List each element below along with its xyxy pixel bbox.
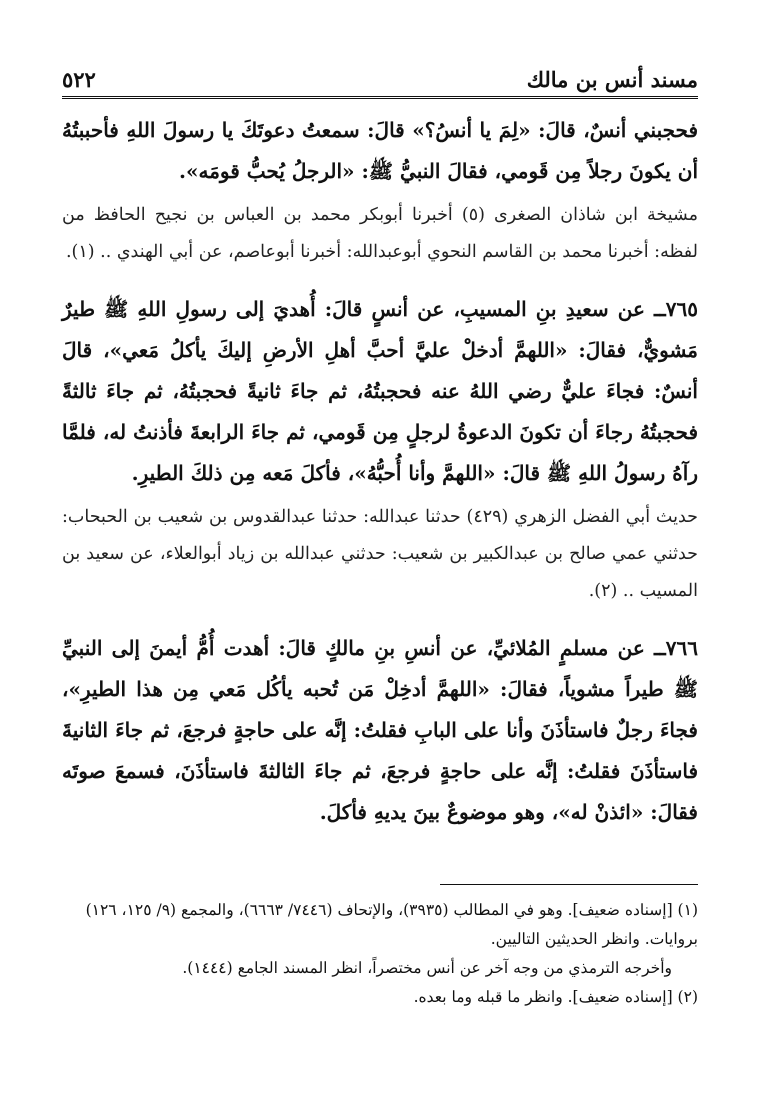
hadith-paragraph: فحجبني أنسٌ، قالَ: «لِمَ يا أنسُ؟» قالَ: سمعتُ دعوتَكَ يا رسولَ اللهِ فأحببتُهُ أن يكونَ رجلاً مِن قَومي، فقالَ النبيُّ ﷺ: «الرجلُ يُحبُّ قومَه». <box>62 118 698 183</box>
footnotes <box>62 896 698 1012</box>
isnad-paragraph: حديث أبي الفضل الزهري (٤٢٩) حدثنا عبدالله: حدثنا عبدالقدوس بن شعيب بن الحبحاب: حدثني عمي صالح بن عبدالكبير بن شعيب: حدثني عبدالله بن زياد أبوالعلاء، عن سعيد بن المسيب .. (٢). <box>62 507 698 601</box>
footnote-2: (٢) [إسناده ضعيف]. وانظر ما قبله وما بعده. <box>413 988 698 1006</box>
paragraph-gap <box>62 271 698 289</box>
footnote-1-continuation: وأخرجه الترمذي من وجه آخر عن أنس مختصراً، انظر المسند الجامع (١٤٤٤). <box>182 959 672 977</box>
hadith-766-paragraph: ٧٦٦ــ عن مسلمٍ المُلائيِّ، عن أنسِ بنِ مالكٍ قالَ: أهدت أُمُّ أيمنَ إلى النبيِّ ﷺ طيراً مشوياً، فقالَ: «اللهمَّ أدخِلْ مَن تُحبه يأكُل مَعي مِن هذا الطيرِ»، فجاءَ رجلٌ فاستأذَنَ وأنا على البابِ فقلتُ: إنَّه على حاجةٍ فرجعَ، ثم جاءَ الثانيةَ فاستأذَنَ فقلتُ: إنَّه على حاجةٍ فرجعَ، ثم جاءَ الثالثةَ فاستأذَنَ، فسمعَ صوتَه فقالَ: «ائذنْ له»، وهو موضوعٌ بينَ يديهِ فأكلَ. <box>62 636 698 824</box>
book-title: مسند أنس بن مالك <box>526 67 698 92</box>
page-number: ٥٢٢ <box>62 67 96 92</box>
isnad-paragraph: مشيخة ابن شاذان الصغرى (٥) أخبرنا أبوبكر محمد بن العباس بن نجيح الحافظ من لفظه: أخبرنا محمد بن القاسم النحوي أبوعبدالله: أخبرنا أبوعاصم، عن أبي الهندي .. (١). <box>62 205 698 262</box>
hadith-765-paragraph: ٧٦٥ــ عن سعيدِ بنِ المسيبِ، عن أنسٍ قالَ: أُهديَ إلى رسولِ اللهِ ﷺ طيرٌ مَشويٌّ، فقالَ: «اللهمَّ أدخلْ عليَّ أحبَّ أهلِ الأرضِ إليكَ يأكلُ مَعي»، قالَ أنسٌ: فجاءَ عليٌّ رضي اللهُ عنه فحجبتُهُ، ثم جاءَ ثانيةً فحجبتُهُ، ثم جاءَ ثالثةً فحجبتُهُ رجاءَ أن تكونَ الدعوةُ لرجلٍ مِن قَومي، ثم جاءَ الرابعةَ فأذنتُ له، فلمَّا رآهُ رسولُ اللهِ ﷺ قالَ: «اللهمَّ وأنا أُحبُّهُ»، فأكلَ مَعه مِن ذلكَ الطيرِ. <box>62 297 699 485</box>
footnote-divider <box>440 884 698 885</box>
running-header <box>62 62 698 92</box>
header-divider <box>62 96 698 99</box>
paragraph-gap <box>62 610 698 628</box>
main-text <box>62 110 698 833</box>
footnote-1: (١) [إسناده ضعيف]. وهو في المطالب (٣٩٣٥)، والإتحاف (٧٤٤٦/ ٦٦٦٣)، والمجمع (٩/ ١٢٥، ١٢٦) بروايات. وانظر الحديثين التاليين. <box>85 901 698 948</box>
